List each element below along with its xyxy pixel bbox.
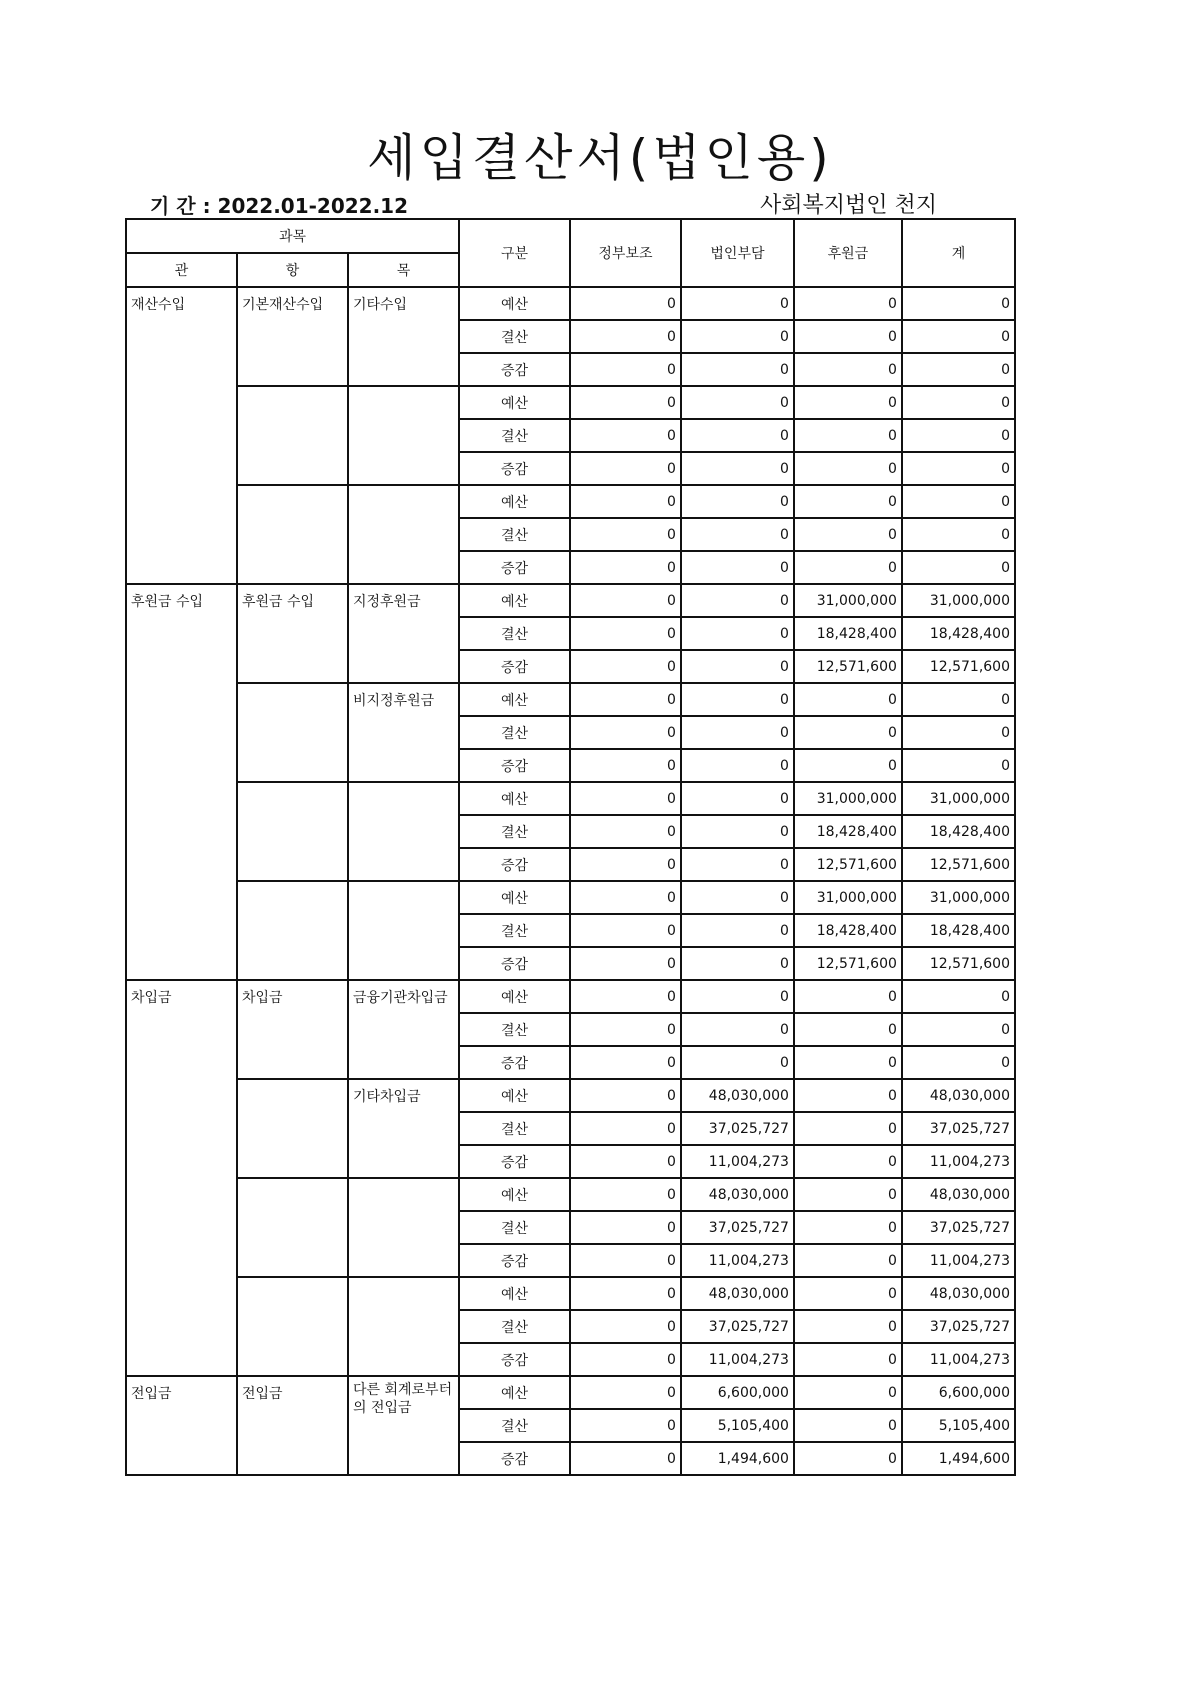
gov-subsidy-cell: 0 (570, 683, 681, 716)
corp-burden-cell: 11,004,273 (681, 1343, 794, 1376)
gubun-cell: 예산 (459, 584, 570, 617)
header-gwamok: 과목 (126, 219, 459, 253)
header-hang: 항 (237, 253, 348, 287)
donation-cell: 0 (794, 749, 902, 782)
donation-cell: 0 (794, 683, 902, 716)
gov-subsidy-cell: 0 (570, 947, 681, 980)
hang-cell: 차입금 (237, 980, 348, 1079)
donation-cell: 0 (794, 1376, 902, 1409)
gov-subsidy-cell: 0 (570, 815, 681, 848)
hang-cell (237, 683, 348, 782)
gubun-cell: 결산 (459, 320, 570, 353)
donation-cell: 0 (794, 287, 902, 320)
donation-cell: 0 (794, 1046, 902, 1079)
gubun-cell: 증감 (459, 1145, 570, 1178)
corp-burden-cell: 0 (681, 353, 794, 386)
donation-cell: 0 (794, 551, 902, 584)
hang-cell (237, 485, 348, 584)
gov-subsidy-cell: 0 (570, 386, 681, 419)
corp-burden-cell: 0 (681, 914, 794, 947)
donation-cell: 0 (794, 1013, 902, 1046)
total-cell: 0 (902, 353, 1015, 386)
corp-burden-cell: 0 (681, 485, 794, 518)
corp-burden-cell: 0 (681, 716, 794, 749)
gubun-cell: 증감 (459, 947, 570, 980)
total-cell: 0 (902, 980, 1015, 1013)
total-cell: 12,571,600 (902, 947, 1015, 980)
donation-cell: 0 (794, 1112, 902, 1145)
gubun-cell: 결산 (459, 1211, 570, 1244)
donation-cell: 0 (794, 320, 902, 353)
document-title: 세입결산서(법인용) (367, 129, 833, 187)
hang-cell (237, 881, 348, 980)
gov-subsidy-cell: 0 (570, 1310, 681, 1343)
total-cell: 11,004,273 (902, 1244, 1015, 1277)
gubun-cell: 증감 (459, 848, 570, 881)
table-row (126, 287, 1015, 320)
donation-cell: 0 (794, 1145, 902, 1178)
gov-subsidy-cell: 0 (570, 1442, 681, 1475)
donation-cell: 31,000,000 (794, 782, 902, 815)
gubun-cell: 결산 (459, 815, 570, 848)
total-cell: 48,030,000 (902, 1178, 1015, 1211)
mok-cell: 금융기관차입금 (348, 980, 459, 1079)
total-cell: 0 (902, 1046, 1015, 1079)
gubun-cell: 결산 (459, 1409, 570, 1442)
donation-cell: 0 (794, 716, 902, 749)
total-cell: 37,025,727 (902, 1112, 1015, 1145)
table-row (126, 881, 1015, 914)
gov-subsidy-cell: 0 (570, 848, 681, 881)
total-cell: 0 (902, 452, 1015, 485)
organization-name: 사회복지법인 천지 (760, 193, 938, 218)
gov-subsidy-cell: 0 (570, 749, 681, 782)
donation-cell: 0 (794, 1211, 902, 1244)
total-cell: 48,030,000 (902, 1079, 1015, 1112)
total-cell: 0 (902, 320, 1015, 353)
donation-cell: 0 (794, 485, 902, 518)
donation-cell: 31,000,000 (794, 881, 902, 914)
hang-cell: 기본재산수입 (237, 287, 348, 386)
table-row (126, 683, 1015, 716)
gov-subsidy-cell: 0 (570, 452, 681, 485)
corp-burden-cell: 0 (681, 980, 794, 1013)
donation-cell: 12,571,600 (794, 848, 902, 881)
mok-cell (348, 1277, 459, 1376)
donation-cell: 0 (794, 1310, 902, 1343)
corp-burden-cell: 0 (681, 749, 794, 782)
gubun-cell: 예산 (459, 287, 570, 320)
donation-cell: 0 (794, 1277, 902, 1310)
corp-burden-cell: 48,030,000 (681, 1178, 794, 1211)
hang-cell (237, 386, 348, 485)
table-row (126, 1277, 1015, 1310)
gov-subsidy-cell: 0 (570, 551, 681, 584)
header-gwan: 관 (126, 253, 237, 287)
mok-cell: 지정후원금 (348, 584, 459, 683)
gubun-cell: 예산 (459, 881, 570, 914)
gubun-cell: 결산 (459, 617, 570, 650)
corp-burden-cell: 0 (681, 518, 794, 551)
donation-cell: 0 (794, 386, 902, 419)
total-cell: 0 (902, 716, 1015, 749)
hang-cell (237, 782, 348, 881)
donation-cell: 0 (794, 1178, 902, 1211)
mok-cell: 기타수입 (348, 287, 459, 386)
corp-burden-cell: 0 (681, 419, 794, 452)
mok-cell: 다른 회계로부터의 전입금 (348, 1376, 459, 1475)
gubun-cell: 결산 (459, 914, 570, 947)
table-row (126, 782, 1015, 815)
table-row (126, 1376, 1015, 1409)
corp-burden-cell: 37,025,727 (681, 1310, 794, 1343)
gwan-cell: 차입금 (126, 980, 237, 1376)
mok-cell (348, 485, 459, 584)
donation-cell: 0 (794, 1244, 902, 1277)
mok-cell (348, 782, 459, 881)
hang-cell (237, 1277, 348, 1376)
gov-subsidy-cell: 0 (570, 485, 681, 518)
gov-subsidy-cell: 0 (570, 1112, 681, 1145)
gov-subsidy-cell: 0 (570, 617, 681, 650)
gov-subsidy-cell: 0 (570, 1376, 681, 1409)
gubun-cell: 증감 (459, 749, 570, 782)
gov-subsidy-cell: 0 (570, 1178, 681, 1211)
gov-subsidy-cell: 0 (570, 419, 681, 452)
gov-subsidy-cell: 0 (570, 881, 681, 914)
revenue-settlement-table (125, 218, 1016, 1476)
gov-subsidy-cell: 0 (570, 584, 681, 617)
gubun-cell: 증감 (459, 1046, 570, 1079)
gubun-cell: 증감 (459, 1343, 570, 1376)
donation-cell: 12,571,600 (794, 947, 902, 980)
gubun-cell: 증감 (459, 1442, 570, 1475)
total-cell: 0 (902, 518, 1015, 551)
corp-burden-cell: 11,004,273 (681, 1244, 794, 1277)
total-cell: 48,030,000 (902, 1277, 1015, 1310)
total-cell: 0 (902, 485, 1015, 518)
total-cell: 12,571,600 (902, 848, 1015, 881)
corp-burden-cell: 0 (681, 650, 794, 683)
donation-cell: 0 (794, 1409, 902, 1442)
corp-burden-cell: 0 (681, 584, 794, 617)
gubun-cell: 결산 (459, 518, 570, 551)
total-cell: 11,004,273 (902, 1145, 1015, 1178)
corp-burden-cell: 1,494,600 (681, 1442, 794, 1475)
mok-cell (348, 386, 459, 485)
corp-burden-cell: 0 (681, 1046, 794, 1079)
gov-subsidy-cell: 0 (570, 1409, 681, 1442)
gubun-cell: 예산 (459, 1079, 570, 1112)
total-cell: 12,571,600 (902, 650, 1015, 683)
total-cell: 0 (902, 386, 1015, 419)
corp-burden-cell: 11,004,273 (681, 1145, 794, 1178)
header-corp-burden: 법인부담 (681, 219, 794, 287)
gov-subsidy-cell: 0 (570, 1046, 681, 1079)
corp-burden-cell: 37,025,727 (681, 1112, 794, 1145)
total-cell: 0 (902, 551, 1015, 584)
gubun-cell: 예산 (459, 1376, 570, 1409)
corp-burden-cell: 0 (681, 551, 794, 584)
donation-cell: 18,428,400 (794, 815, 902, 848)
total-cell: 6,600,000 (902, 1376, 1015, 1409)
corp-burden-cell: 0 (681, 782, 794, 815)
donation-cell: 31,000,000 (794, 584, 902, 617)
gov-subsidy-cell: 0 (570, 782, 681, 815)
corp-burden-cell: 0 (681, 815, 794, 848)
table-row (126, 980, 1015, 1013)
period-label: 기 간 : 2022.01-2022.12 (150, 194, 409, 218)
gwan-cell: 재산수입 (126, 287, 237, 584)
gubun-cell: 결산 (459, 1013, 570, 1046)
mok-cell (348, 1178, 459, 1277)
total-cell: 0 (902, 419, 1015, 452)
table-body (126, 287, 1015, 1475)
total-cell: 31,000,000 (902, 584, 1015, 617)
corp-burden-cell: 0 (681, 881, 794, 914)
mok-cell: 기타차입금 (348, 1079, 459, 1178)
gubun-cell: 예산 (459, 1277, 570, 1310)
table-row (126, 1079, 1015, 1112)
donation-cell: 0 (794, 1079, 902, 1112)
hang-cell: 전입금 (237, 1376, 348, 1475)
gov-subsidy-cell: 0 (570, 980, 681, 1013)
gubun-cell: 증감 (459, 353, 570, 386)
gov-subsidy-cell: 0 (570, 1145, 681, 1178)
gubun-cell: 예산 (459, 386, 570, 419)
corp-burden-cell: 0 (681, 848, 794, 881)
donation-cell: 0 (794, 419, 902, 452)
corp-burden-cell: 0 (681, 947, 794, 980)
corp-burden-cell: 48,030,000 (681, 1277, 794, 1310)
corp-burden-cell: 0 (681, 452, 794, 485)
total-cell: 0 (902, 287, 1015, 320)
gubun-cell: 증감 (459, 452, 570, 485)
gov-subsidy-cell: 0 (570, 1277, 681, 1310)
hang-cell: 후원금 수입 (237, 584, 348, 683)
total-cell: 31,000,000 (902, 782, 1015, 815)
total-cell: 18,428,400 (902, 914, 1015, 947)
total-cell: 1,494,600 (902, 1442, 1015, 1475)
gov-subsidy-cell: 0 (570, 518, 681, 551)
donation-cell: 18,428,400 (794, 617, 902, 650)
table-row (126, 1178, 1015, 1211)
gubun-cell: 결산 (459, 716, 570, 749)
table-row (126, 386, 1015, 419)
total-cell: 18,428,400 (902, 815, 1015, 848)
header-total: 계 (902, 219, 1015, 287)
gov-subsidy-cell: 0 (570, 650, 681, 683)
gov-subsidy-cell: 0 (570, 1343, 681, 1376)
corp-burden-cell: 0 (681, 1013, 794, 1046)
gubun-cell: 예산 (459, 485, 570, 518)
corp-burden-cell: 5,105,400 (681, 1409, 794, 1442)
table-row (126, 584, 1015, 617)
gubun-cell: 결산 (459, 1112, 570, 1145)
gubun-cell: 예산 (459, 782, 570, 815)
gubun-cell: 결산 (459, 419, 570, 452)
donation-cell: 0 (794, 518, 902, 551)
corp-burden-cell: 0 (681, 386, 794, 419)
gov-subsidy-cell: 0 (570, 1013, 681, 1046)
gubun-cell: 예산 (459, 683, 570, 716)
gwan-cell: 후원금 수입 (126, 584, 237, 980)
header-gubun: 구분 (459, 219, 570, 287)
corp-burden-cell: 37,025,727 (681, 1211, 794, 1244)
total-cell: 0 (902, 1013, 1015, 1046)
gov-subsidy-cell: 0 (570, 914, 681, 947)
corp-burden-cell: 0 (681, 287, 794, 320)
gubun-cell: 결산 (459, 1310, 570, 1343)
gubun-cell: 증감 (459, 650, 570, 683)
hang-cell (237, 1079, 348, 1178)
donation-cell: 0 (794, 353, 902, 386)
corp-burden-cell: 0 (681, 617, 794, 650)
corp-burden-cell: 0 (681, 683, 794, 716)
gov-subsidy-cell: 0 (570, 353, 681, 386)
total-cell: 5,105,400 (902, 1409, 1015, 1442)
gwan-cell: 전입금 (126, 1376, 237, 1475)
corp-burden-cell: 0 (681, 320, 794, 353)
gubun-cell: 예산 (459, 1178, 570, 1211)
gubun-cell: 예산 (459, 980, 570, 1013)
gov-subsidy-cell: 0 (570, 320, 681, 353)
donation-cell: 18,428,400 (794, 914, 902, 947)
donation-cell: 0 (794, 980, 902, 1013)
header-gov-subsidy: 정부보조 (570, 219, 681, 287)
gubun-cell: 증감 (459, 551, 570, 584)
total-cell: 11,004,273 (902, 1343, 1015, 1376)
total-cell: 37,025,727 (902, 1211, 1015, 1244)
table-row (126, 485, 1015, 518)
donation-cell: 0 (794, 1442, 902, 1475)
gov-subsidy-cell: 0 (570, 1244, 681, 1277)
total-cell: 31,000,000 (902, 881, 1015, 914)
mok-cell: 비지정후원금 (348, 683, 459, 782)
total-cell: 0 (902, 749, 1015, 782)
donation-cell: 12,571,600 (794, 650, 902, 683)
donation-cell: 0 (794, 452, 902, 485)
mok-cell (348, 881, 459, 980)
gov-subsidy-cell: 0 (570, 287, 681, 320)
corp-burden-cell: 48,030,000 (681, 1079, 794, 1112)
gubun-cell: 증감 (459, 1244, 570, 1277)
total-cell: 18,428,400 (902, 617, 1015, 650)
gov-subsidy-cell: 0 (570, 1211, 681, 1244)
hang-cell (237, 1178, 348, 1277)
total-cell: 0 (902, 683, 1015, 716)
corp-burden-cell: 6,600,000 (681, 1376, 794, 1409)
total-cell: 37,025,727 (902, 1310, 1015, 1343)
gov-subsidy-cell: 0 (570, 716, 681, 749)
donation-cell: 0 (794, 1343, 902, 1376)
header-donation: 후원금 (794, 219, 902, 287)
header-mok: 목 (348, 253, 459, 287)
gov-subsidy-cell: 0 (570, 1079, 681, 1112)
